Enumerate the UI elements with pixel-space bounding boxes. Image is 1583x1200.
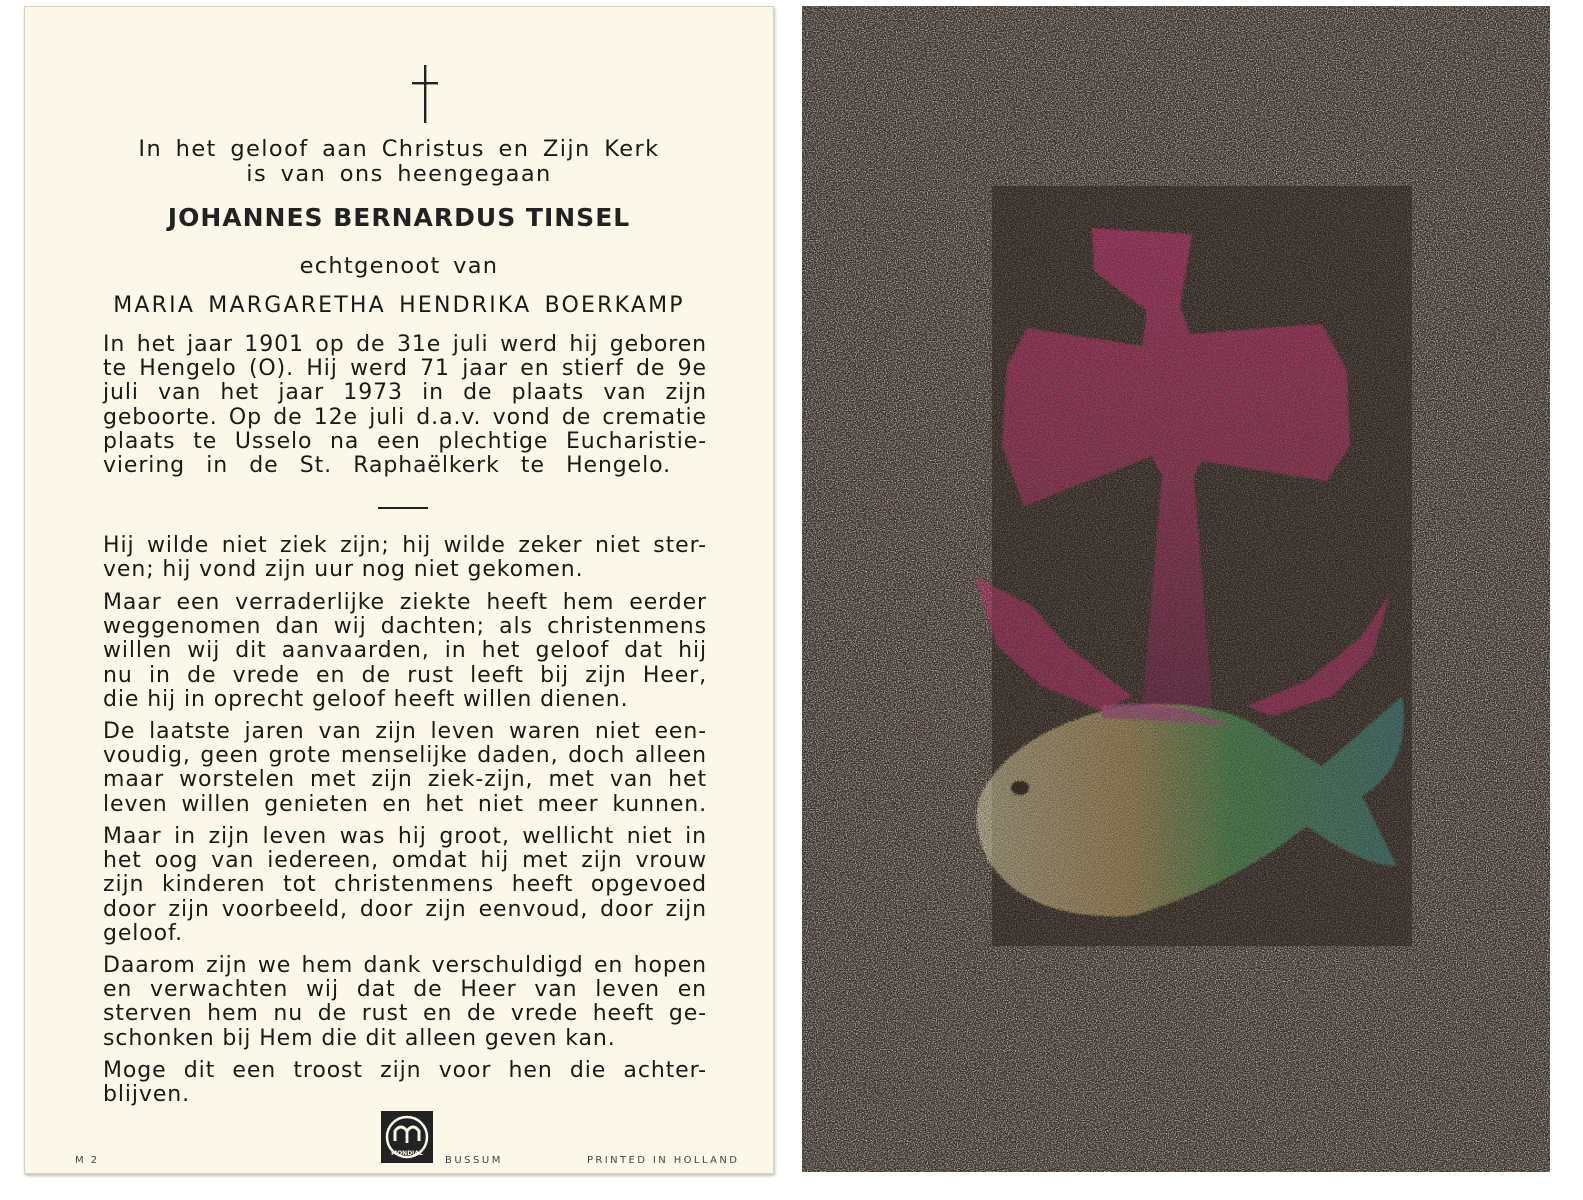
logo-text: MONDIAL: [391, 1150, 423, 1157]
paragraph-line: sterven hem nu de rust en de vrede heeft ge-: [103, 1001, 707, 1027]
printed-in: PRINTED IN HOLLAND: [587, 1155, 740, 1166]
paragraph-line: zijn kinderen tot christenmens heeft opgevoed: [103, 872, 707, 898]
bio-line: geboorte. Op de 12e juli d.a.v. vond de crematie: [103, 404, 707, 430]
bio-line: plaats te Usselo na een plechtige Eucharistie-: [103, 428, 707, 454]
bio-line: juli van het jaar 1973 in de plaats van zijn: [103, 380, 707, 406]
bio-line: te Hengelo (O). Hij werd 71 jaar en stierf de 9e: [103, 356, 707, 382]
paragraph-line: willen wij dit aanvaarden, in het geloof dat hij: [103, 638, 707, 664]
mondial-logo-icon: [381, 1111, 433, 1163]
paragraph-line: Maar in zijn leven was hij groot, wellicht niet in: [103, 824, 707, 849]
intro-text: [25, 137, 773, 187]
print-code: M 2: [75, 1155, 100, 1166]
biography: [103, 333, 707, 478]
paragraph-line: weggenomen dan wij dachten; als christenmens: [103, 614, 707, 640]
paragraph-line: maar worstelen met zijn ziek-zijn, met van het: [103, 767, 707, 793]
paragraph-line: en verwachten wij dat de Heer van leven en: [103, 977, 707, 1003]
paragraph: [103, 1059, 707, 1107]
paragraph-line: leven willen genieten en het niet meer kunnen.: [103, 791, 707, 817]
paragraph-line: die hij in oprecht geloof heeft willen dienen.: [103, 686, 629, 712]
paragraph-line: De laatste jaren van zijn leven waren niet een-: [103, 719, 707, 744]
paragraph-line: door zijn voorbeeld, door zijn eenvoud, door zijn: [103, 896, 707, 922]
paragraph-line: Moge dit een troost zijn voor hen die achter-: [103, 1058, 707, 1083]
deceased-name: JOHANNES BERNARDUS TINSEL: [167, 203, 631, 232]
cross-anchor-fish-illustration: [802, 6, 1550, 1172]
intro-line: In het geloof aan Christus en Zijn Kerk: [138, 136, 660, 162]
text-card: [24, 6, 774, 1174]
spouse-name: MARIA MARGARETHA HENDRIKA BOERKAMP: [113, 293, 685, 318]
paragraph-line: geloof.: [103, 920, 183, 946]
print-city: BUSSUM: [445, 1155, 503, 1166]
picture-card: [802, 6, 1550, 1172]
paragraph-line: schonken bij Hem die dit alleen geven kan.: [103, 1025, 616, 1051]
paragraph-line: nu in de vrede en de rust leeft bij zijn Heer,: [103, 662, 707, 688]
paragraph: [103, 534, 707, 582]
intro-line: is van ons heengegaan: [246, 161, 552, 187]
paragraph: [103, 954, 707, 1051]
paragraph-line: Maar een verraderlijke ziekte heeft hem eerder: [103, 590, 707, 615]
divider: [378, 507, 428, 509]
spouse-label: echtgenoot van: [299, 253, 499, 279]
paragraph: [103, 720, 707, 817]
paragraph-line: het oog van iedereen, omdat hij met zijn vrouw: [103, 848, 707, 874]
paragraph: [103, 825, 707, 946]
paragraph: [103, 591, 707, 712]
cross-icon: [410, 65, 440, 123]
bio-line: viering in de St. Raphaëlkerk te Hengelo.: [103, 453, 671, 479]
paragraph-line: Daarom zijn we hem dank verschuldigd en hopen: [103, 953, 707, 978]
paragraph-line: Hij wilde niet ziek zijn; hij wilde zeker niet ster-: [103, 533, 707, 558]
paragraph-line: ven; hij vond zijn uur nog niet gekomen.: [103, 557, 584, 583]
paragraph-line: voudig, geen grote menselijke daden, doch alleen: [103, 743, 707, 769]
paragraph-line: blijven.: [103, 1082, 190, 1108]
bio-line: In het jaar 1901 op de 31e juli werd hij geboren: [103, 332, 707, 357]
